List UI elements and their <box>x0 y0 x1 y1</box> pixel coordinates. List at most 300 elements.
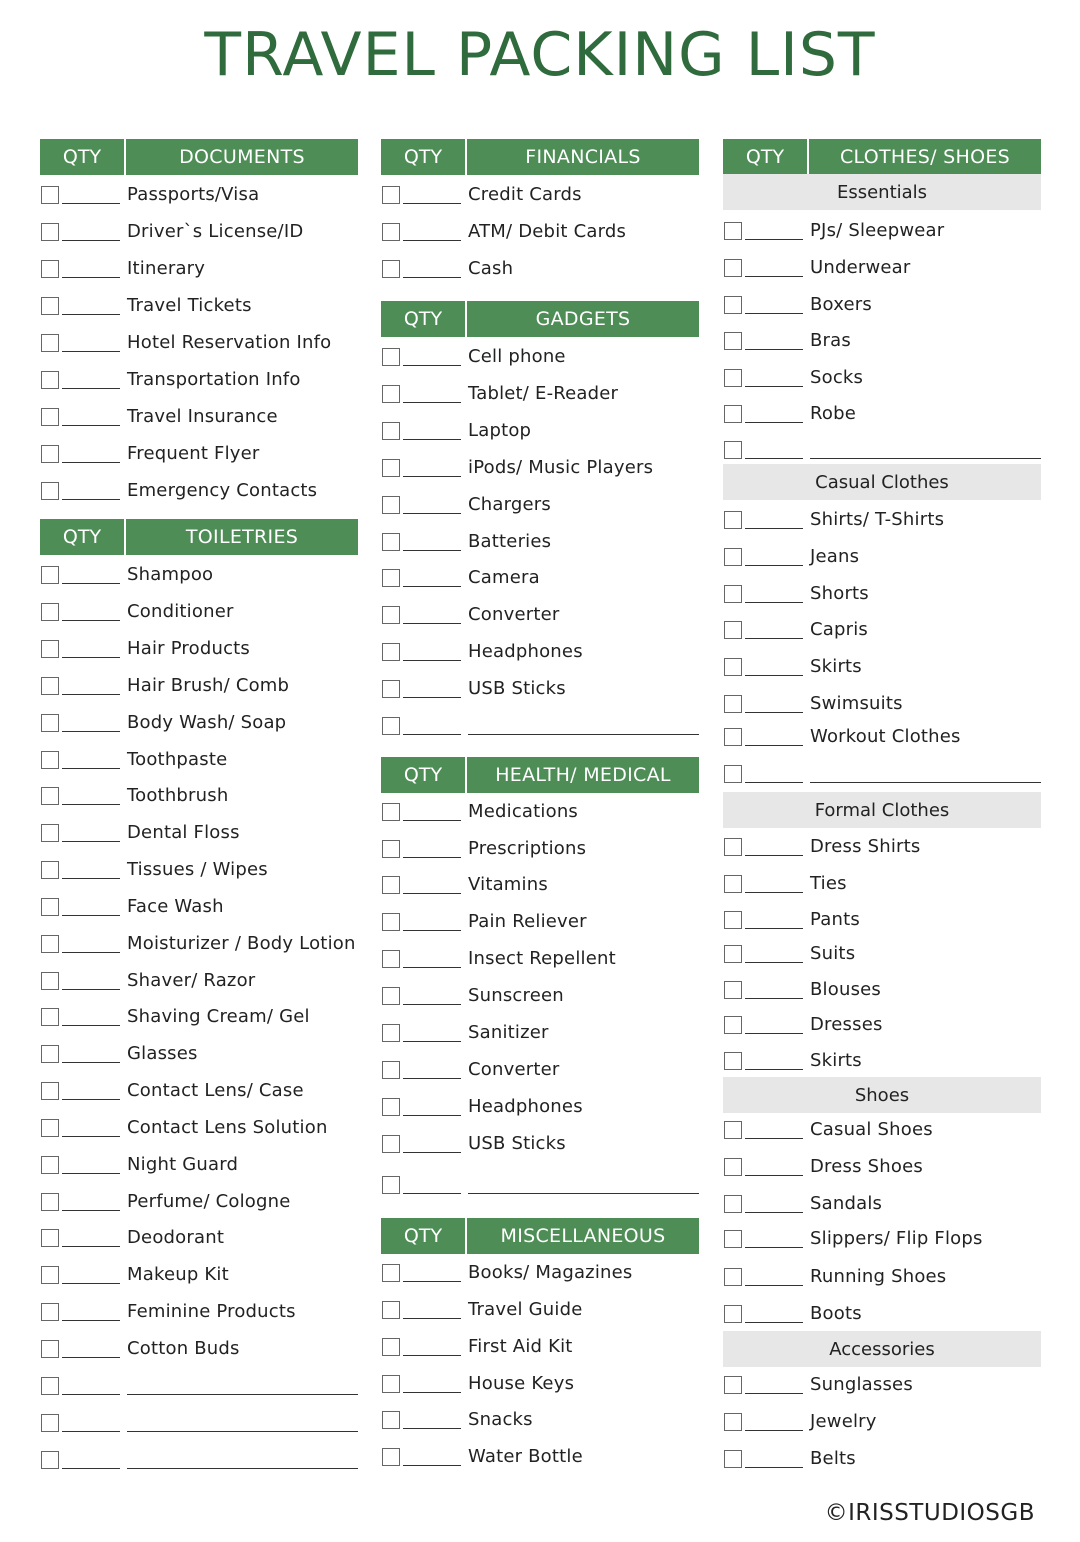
quantity-line[interactable] <box>403 660 461 661</box>
quantity-line[interactable] <box>403 1355 461 1356</box>
quantity-line[interactable] <box>403 365 461 366</box>
quantity-line[interactable] <box>745 528 803 529</box>
quantity-line[interactable] <box>403 893 461 894</box>
checkbox[interactable] <box>41 898 59 916</box>
item-label: Dress Shirts <box>810 836 921 857</box>
quantity-line[interactable] <box>745 1322 803 1323</box>
quantity-line[interactable] <box>62 1357 120 1358</box>
item-label: Face Wash <box>127 896 224 917</box>
item-label: Shorts <box>810 583 869 604</box>
quantity-line[interactable] <box>403 820 461 821</box>
checklist-item-pjs-sleepwear <box>723 222 1041 252</box>
checkbox[interactable] <box>724 296 742 314</box>
checkbox[interactable] <box>724 945 742 963</box>
quantity-line[interactable] <box>403 1465 461 1466</box>
checkbox[interactable] <box>41 1414 59 1432</box>
checkbox[interactable] <box>41 751 59 769</box>
checkbox[interactable] <box>724 1413 742 1431</box>
checkbox[interactable] <box>382 459 400 477</box>
checkbox[interactable] <box>41 186 59 204</box>
checkbox[interactable] <box>41 1082 59 1100</box>
quantity-line[interactable] <box>745 1069 803 1070</box>
quantity-line[interactable] <box>403 930 461 931</box>
quantity-line[interactable] <box>403 1281 461 1282</box>
blank-item-line[interactable] <box>810 458 1041 459</box>
checkbox[interactable] <box>724 548 742 566</box>
checkbox[interactable] <box>41 445 59 463</box>
quantity-line[interactable] <box>62 203 120 204</box>
checkbox[interactable] <box>382 680 400 698</box>
quantity-line[interactable] <box>403 476 461 477</box>
quantity-line[interactable] <box>745 1033 803 1034</box>
checklist-item-transportation-info <box>40 371 358 401</box>
quantity-line[interactable] <box>745 1393 803 1394</box>
quantity-line[interactable] <box>62 915 120 916</box>
quantity-line[interactable] <box>745 1138 803 1139</box>
quantity-line[interactable] <box>745 1430 803 1431</box>
checkbox[interactable] <box>724 911 742 929</box>
quantity-line[interactable] <box>62 731 120 732</box>
checkbox[interactable] <box>724 621 742 639</box>
quantity-line[interactable] <box>62 989 120 990</box>
checkbox[interactable] <box>41 1266 59 1284</box>
quantity-line[interactable] <box>62 425 120 426</box>
quantity-line[interactable] <box>745 239 803 240</box>
item-label: Travel Tickets <box>127 295 252 316</box>
item-label: Perfume/ Cologne <box>127 1191 291 1212</box>
checkbox[interactable] <box>382 496 400 514</box>
quantity-line[interactable] <box>403 1004 461 1005</box>
item-label: Cash <box>468 258 514 279</box>
quantity-line[interactable] <box>745 422 803 423</box>
checkbox[interactable] <box>382 1098 400 1116</box>
checkbox[interactable] <box>41 677 59 695</box>
checkbox[interactable] <box>41 1119 59 1137</box>
checkbox[interactable] <box>41 566 59 584</box>
checkbox[interactable] <box>41 714 59 732</box>
checkbox[interactable] <box>382 803 400 821</box>
checklist-item-perfume-cologne <box>40 1193 358 1223</box>
checkbox[interactable] <box>382 1024 400 1042</box>
quantity-line[interactable] <box>403 203 461 204</box>
section-title: TOILETRIES <box>126 519 358 555</box>
quantity-line[interactable] <box>403 402 461 403</box>
item-label: Passports/Visa <box>127 184 260 205</box>
quantity-line[interactable] <box>62 1431 120 1432</box>
checkbox[interactable] <box>382 606 400 624</box>
checkbox[interactable] <box>724 1450 742 1468</box>
checkbox[interactable] <box>724 222 742 240</box>
item-label: Shaving Cream/ Gel <box>127 1006 310 1027</box>
checkbox[interactable] <box>724 765 742 783</box>
quantity-line[interactable] <box>62 1468 120 1469</box>
item-label: Itinerary <box>127 258 206 279</box>
checkbox[interactable] <box>41 260 59 278</box>
checkbox[interactable] <box>41 1229 59 1247</box>
section-title: CLOTHES/ SHOES <box>809 139 1041 175</box>
checklist-item-jeans <box>723 548 1041 578</box>
item-label: Tablet/ E-Reader <box>468 383 619 404</box>
checkbox[interactable] <box>382 186 400 204</box>
checkbox[interactable] <box>724 1230 742 1248</box>
checkbox[interactable] <box>382 1338 400 1356</box>
quantity-line[interactable] <box>745 458 803 459</box>
blank-item-line[interactable] <box>127 1394 358 1395</box>
checkbox[interactable] <box>724 1052 742 1070</box>
item-label: Converter <box>468 1059 560 1080</box>
item-label: Sunglasses <box>810 1374 913 1395</box>
item-label: Robe <box>810 403 857 424</box>
checklist-item-insect-repellent <box>381 950 699 980</box>
checkbox[interactable] <box>382 950 400 968</box>
item-label: Insect Repellent <box>468 948 616 969</box>
checkbox[interactable] <box>724 695 742 713</box>
quantity-line[interactable] <box>745 782 803 783</box>
checkbox[interactable] <box>724 1268 742 1286</box>
quantity-line[interactable] <box>62 694 120 695</box>
quantity-line[interactable] <box>403 240 461 241</box>
quantity-line[interactable] <box>745 1175 803 1176</box>
checkbox[interactable] <box>382 1061 400 1079</box>
checklist-item-itinerary <box>40 260 358 290</box>
quantity-line[interactable] <box>403 513 461 514</box>
item-label: iPods/ Music Players <box>468 457 654 478</box>
checkbox[interactable] <box>41 603 59 621</box>
checkbox[interactable] <box>724 981 742 999</box>
quantity-line[interactable] <box>403 623 461 624</box>
item-label: Pants <box>810 909 860 930</box>
checkbox[interactable] <box>41 640 59 658</box>
quantity-line[interactable] <box>62 1320 120 1321</box>
quantity-line[interactable] <box>745 602 803 603</box>
group-subheader-formal-clothes: Formal Clothes <box>723 792 1041 828</box>
quantity-line[interactable] <box>745 565 803 566</box>
checklist-item-night-guard <box>40 1156 358 1186</box>
quantity-line[interactable] <box>62 277 120 278</box>
checkbox[interactable] <box>382 569 400 587</box>
section-title: GADGETS <box>467 301 699 337</box>
checklist-item-vitamins <box>381 876 699 906</box>
checklist-item-suits <box>723 945 1041 975</box>
checkbox[interactable] <box>724 838 742 856</box>
page-title: TRAVEL PACKING LIST <box>204 20 876 90</box>
quantity-line[interactable] <box>62 1246 120 1247</box>
checklist-item-skirts <box>723 658 1041 688</box>
checkbox[interactable] <box>724 875 742 893</box>
checkbox[interactable] <box>382 533 400 551</box>
quantity-line[interactable] <box>745 386 803 387</box>
quantity-line[interactable] <box>62 240 120 241</box>
group-subheader-shoes: Shoes <box>723 1077 1041 1113</box>
checklist-item-boxers <box>723 296 1041 326</box>
checklist-item-sunscreen <box>381 987 699 1017</box>
quantity-line[interactable] <box>745 998 803 999</box>
quantity-line[interactable] <box>403 1428 461 1429</box>
blank-item-line[interactable] <box>127 1468 358 1469</box>
checklist-item-tablet-e-reader <box>381 385 699 415</box>
quantity-line[interactable] <box>62 1210 120 1211</box>
quantity-line[interactable] <box>745 349 803 350</box>
item-label: Converter <box>468 604 560 625</box>
checkbox[interactable] <box>724 1305 742 1323</box>
quantity-line[interactable] <box>62 462 120 463</box>
checklist-item-conditioner <box>40 603 358 633</box>
item-label: Capris <box>810 619 869 640</box>
quantity-line[interactable] <box>62 583 120 584</box>
checklist-item-contact-lens-solution <box>40 1119 358 1149</box>
quantity-line[interactable] <box>62 1173 120 1174</box>
checkbox[interactable] <box>41 223 59 241</box>
quantity-line[interactable] <box>62 620 120 621</box>
checkbox[interactable] <box>724 369 742 387</box>
quantity-line[interactable] <box>403 550 461 551</box>
quantity-line[interactable] <box>403 1193 461 1194</box>
quantity-line[interactable] <box>745 1247 803 1248</box>
checkbox[interactable] <box>41 1377 59 1395</box>
quantity-line[interactable] <box>745 745 803 746</box>
item-label: Feminine Products <box>127 1301 296 1322</box>
quantity-line[interactable] <box>62 1025 120 1026</box>
checklist-item-blank <box>723 765 1041 795</box>
quantity-line[interactable] <box>403 586 461 587</box>
quantity-line[interactable] <box>745 712 803 713</box>
checklist-item-converter <box>381 606 699 636</box>
quantity-line[interactable] <box>62 388 120 389</box>
checklist-item-sanitizer <box>381 1024 699 1054</box>
checklist-item-travel-guide <box>381 1301 699 1331</box>
section-header-toiletries <box>40 519 358 555</box>
checkbox[interactable] <box>724 1158 742 1176</box>
quantity-line[interactable] <box>62 1394 120 1395</box>
checkbox[interactable] <box>41 824 59 842</box>
item-label: Toothpaste <box>127 749 228 770</box>
blank-item-line[interactable] <box>127 1431 358 1432</box>
checkbox[interactable] <box>41 1340 59 1358</box>
checklist-item-capris <box>723 621 1041 651</box>
checkbox[interactable] <box>382 1176 400 1194</box>
checkbox[interactable] <box>382 1301 400 1319</box>
checkbox[interactable] <box>382 876 400 894</box>
item-label: Body Wash/ Soap <box>127 712 287 733</box>
checkbox[interactable] <box>41 334 59 352</box>
checkbox[interactable] <box>724 658 742 676</box>
item-label: USB Sticks <box>468 1133 566 1154</box>
item-label: Shirts/ T-Shirts <box>810 509 945 530</box>
checkbox[interactable] <box>41 861 59 879</box>
checkbox[interactable] <box>724 1121 742 1139</box>
checklist-item-dresses <box>723 1016 1041 1046</box>
checkbox[interactable] <box>41 787 59 805</box>
item-label: Sunscreen <box>468 985 564 1006</box>
blank-item-line[interactable] <box>810 782 1041 783</box>
qty-column-label: QTY <box>381 757 465 793</box>
checklist-item-body-wash-soap <box>40 714 358 744</box>
checkbox[interactable] <box>382 385 400 403</box>
checklist-item-running-shoes <box>723 1268 1041 1298</box>
item-label: Prescriptions <box>468 838 587 859</box>
checkbox[interactable] <box>382 223 400 241</box>
checkbox[interactable] <box>724 405 742 423</box>
checkbox[interactable] <box>724 1195 742 1213</box>
group-subheader-casual-clothes: Casual Clothes <box>723 464 1041 500</box>
checkbox[interactable] <box>41 1156 59 1174</box>
item-label: Pain Reliever <box>468 911 587 932</box>
quantity-line[interactable] <box>62 314 120 315</box>
item-label: Shaver/ Razor <box>127 970 256 991</box>
checkbox[interactable] <box>724 259 742 277</box>
section-title: HEALTH/ MEDICAL <box>467 757 699 793</box>
checklist-item-robe <box>723 405 1041 435</box>
checklist-item-shaver-razor <box>40 972 358 1002</box>
checklist-item-dress-shirts <box>723 838 1041 868</box>
quantity-line[interactable] <box>745 1285 803 1286</box>
checkbox[interactable] <box>382 1264 400 1282</box>
quantity-line[interactable] <box>62 878 120 879</box>
quantity-line[interactable] <box>745 1467 803 1468</box>
checklist-item-shaving-cream-gel <box>40 1008 358 1038</box>
checkbox[interactable] <box>724 585 742 603</box>
item-label: ATM/ Debit Cards <box>468 221 627 242</box>
checkbox[interactable] <box>41 1451 59 1469</box>
quantity-line[interactable] <box>745 313 803 314</box>
checkbox[interactable] <box>382 260 400 278</box>
quantity-line[interactable] <box>62 841 120 842</box>
checkbox[interactable] <box>41 1303 59 1321</box>
quantity-line[interactable] <box>403 1392 461 1393</box>
checkbox[interactable] <box>382 913 400 931</box>
quantity-line[interactable] <box>403 1318 461 1319</box>
checklist-item-converter <box>381 1061 699 1091</box>
quantity-line[interactable] <box>62 1136 120 1137</box>
blank-item-line[interactable] <box>468 734 699 735</box>
section-header-financials <box>381 139 699 175</box>
quantity-line[interactable] <box>745 962 803 963</box>
checkbox[interactable] <box>382 348 400 366</box>
quantity-line[interactable] <box>62 351 120 352</box>
checkbox[interactable] <box>41 371 59 389</box>
quantity-line[interactable] <box>403 1152 461 1153</box>
checklist-item-passports-visa <box>40 186 358 216</box>
checklist-item-blank <box>40 1414 358 1444</box>
checkbox[interactable] <box>41 408 59 426</box>
checkbox[interactable] <box>382 1411 400 1429</box>
checkbox[interactable] <box>382 717 400 735</box>
quantity-line[interactable] <box>403 967 461 968</box>
checkbox[interactable] <box>41 1045 59 1063</box>
quantity-line[interactable] <box>403 277 461 278</box>
section-header-documents <box>40 139 358 175</box>
checkbox[interactable] <box>382 1375 400 1393</box>
checklist-item-driver-s-license-id <box>40 223 358 253</box>
item-label: Contact Lens Solution <box>127 1117 328 1138</box>
item-label: Slippers/ Flip Flops <box>810 1228 983 1249</box>
quantity-line[interactable] <box>403 439 461 440</box>
quantity-line[interactable] <box>62 804 120 805</box>
checkbox[interactable] <box>724 441 742 459</box>
checkbox[interactable] <box>724 1376 742 1394</box>
checklist-item-glasses <box>40 1045 358 1075</box>
checklist-item-shampoo <box>40 566 358 596</box>
quantity-line[interactable] <box>745 276 803 277</box>
checklist-item-belts <box>723 1450 1041 1480</box>
quantity-line[interactable] <box>403 1115 461 1116</box>
checklist-item-shirts-t-shirts <box>723 511 1041 541</box>
checkbox[interactable] <box>382 840 400 858</box>
quantity-line[interactable] <box>745 675 803 676</box>
item-label: Deodorant <box>127 1227 225 1248</box>
item-label: Credit Cards <box>468 184 582 205</box>
blank-item-line[interactable] <box>468 1193 699 1194</box>
checkbox[interactable] <box>41 972 59 990</box>
checklist-item-sunglasses <box>723 1376 1041 1406</box>
checkbox[interactable] <box>724 728 742 746</box>
checkbox[interactable] <box>382 1448 400 1466</box>
checkbox[interactable] <box>41 1008 59 1026</box>
item-label: Jewelry <box>810 1411 877 1432</box>
checklist-item-deodorant <box>40 1229 358 1259</box>
quantity-line[interactable] <box>745 855 803 856</box>
checklist-item-emergency-contacts <box>40 482 358 512</box>
checkbox[interactable] <box>382 1135 400 1153</box>
checklist-item-hotel-reservation-info <box>40 334 358 364</box>
quantity-line[interactable] <box>62 952 120 953</box>
checkbox[interactable] <box>41 482 59 500</box>
quantity-line[interactable] <box>403 697 461 698</box>
quantity-line[interactable] <box>403 734 461 735</box>
quantity-line[interactable] <box>745 638 803 639</box>
item-label: Driver`s License/ID <box>127 221 304 242</box>
checklist-item-contact-lens-case <box>40 1082 358 1112</box>
checkbox[interactable] <box>382 987 400 1005</box>
quantity-line[interactable] <box>745 1212 803 1213</box>
checklist-item-shorts <box>723 585 1041 615</box>
quantity-line[interactable] <box>403 1078 461 1079</box>
checkbox[interactable] <box>724 1016 742 1034</box>
checkbox[interactable] <box>41 297 59 315</box>
item-label: Ties <box>810 873 847 894</box>
quantity-line[interactable] <box>62 1062 120 1063</box>
quantity-line[interactable] <box>62 499 120 500</box>
quantity-line[interactable] <box>745 892 803 893</box>
checklist-item-makeup-kit <box>40 1266 358 1296</box>
item-label: Headphones <box>468 1096 583 1117</box>
checklist-item-toothpaste <box>40 751 358 781</box>
quantity-line[interactable] <box>62 1099 120 1100</box>
quantity-line[interactable] <box>62 657 120 658</box>
checklist-item-house-keys <box>381 1375 699 1405</box>
checkbox[interactable] <box>41 1193 59 1211</box>
quantity-line[interactable] <box>403 1041 461 1042</box>
checklist-item-dress-shoes <box>723 1158 1041 1188</box>
checkbox[interactable] <box>724 511 742 529</box>
quantity-line[interactable] <box>62 1283 120 1284</box>
quantity-line[interactable] <box>62 768 120 769</box>
item-label: Suits <box>810 943 856 964</box>
checklist-item-toothbrush <box>40 787 358 817</box>
item-label: Dresses <box>810 1014 883 1035</box>
quantity-line[interactable] <box>403 857 461 858</box>
item-label: Chargers <box>468 494 551 515</box>
checklist-item-underwear <box>723 259 1041 289</box>
quantity-line[interactable] <box>745 928 803 929</box>
item-label: Workout Clothes <box>810 726 961 747</box>
checkbox[interactable] <box>41 935 59 953</box>
item-label: Emergency Contacts <box>127 480 318 501</box>
checkbox[interactable] <box>382 422 400 440</box>
checkbox[interactable] <box>382 643 400 661</box>
checkbox[interactable] <box>724 332 742 350</box>
item-label: Socks <box>810 367 864 388</box>
